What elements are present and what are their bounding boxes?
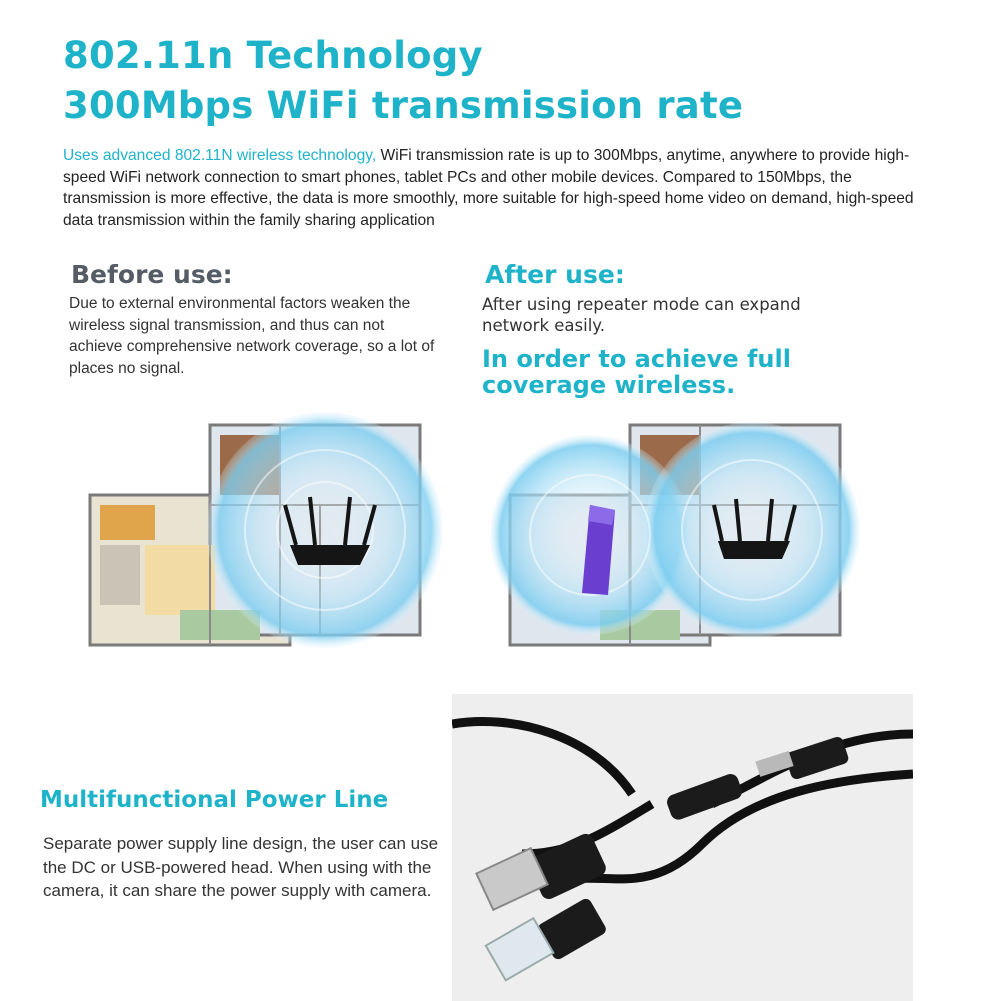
after-use-heading: After use: — [485, 260, 625, 289]
router-coverage-circle — [644, 422, 860, 638]
room-living — [145, 545, 215, 615]
intro-paragraph — [63, 145, 943, 231]
room-dining — [100, 545, 140, 605]
before-use-text: Due to external environmental factors weaken the wireless signal transmission, and thus can not achieve comprehensive network coverage, so a lot of places no signal. — [69, 295, 435, 377]
signal-coverage-circle — [207, 412, 443, 648]
before-floorplan-illustration — [70, 405, 450, 665]
intro-text: WiFi transmission rate is up to 300Mbps, anytime, anywhere to provide high-speed WiFi network connection to smart phones, tablet PCs and other mobile devices. Compared to 150Mbps, the transmission is more effective, the data is more smoothly, more suitable for high-speed home video on demand, high-speed data transmission within the family sharing application — [63, 147, 914, 229]
title-line-2: 300Mbps WiFi transmission rate — [63, 84, 744, 127]
power-line-heading: Multifunctional Power Line — [40, 787, 389, 813]
power-cable-photo — [452, 694, 913, 1001]
power-line-text: Separate power supply line design, the user can use the DC or USB-powered head. When using with the camera, it can share the power supply with camera. — [43, 834, 439, 900]
intro-highlight: Uses advanced 802.11N wireless technology, — [63, 147, 377, 164]
before-use-heading: Before use: — [71, 260, 233, 289]
title-line-1: 802.11n Technology — [63, 34, 483, 77]
after-floorplan-illustration — [490, 405, 870, 665]
after-use-text: After using repeater mode can expand network easily. — [482, 295, 801, 335]
room-kitchen — [100, 505, 155, 540]
after-use-highlight: In order to achieve full coverage wireless. — [482, 345, 791, 399]
